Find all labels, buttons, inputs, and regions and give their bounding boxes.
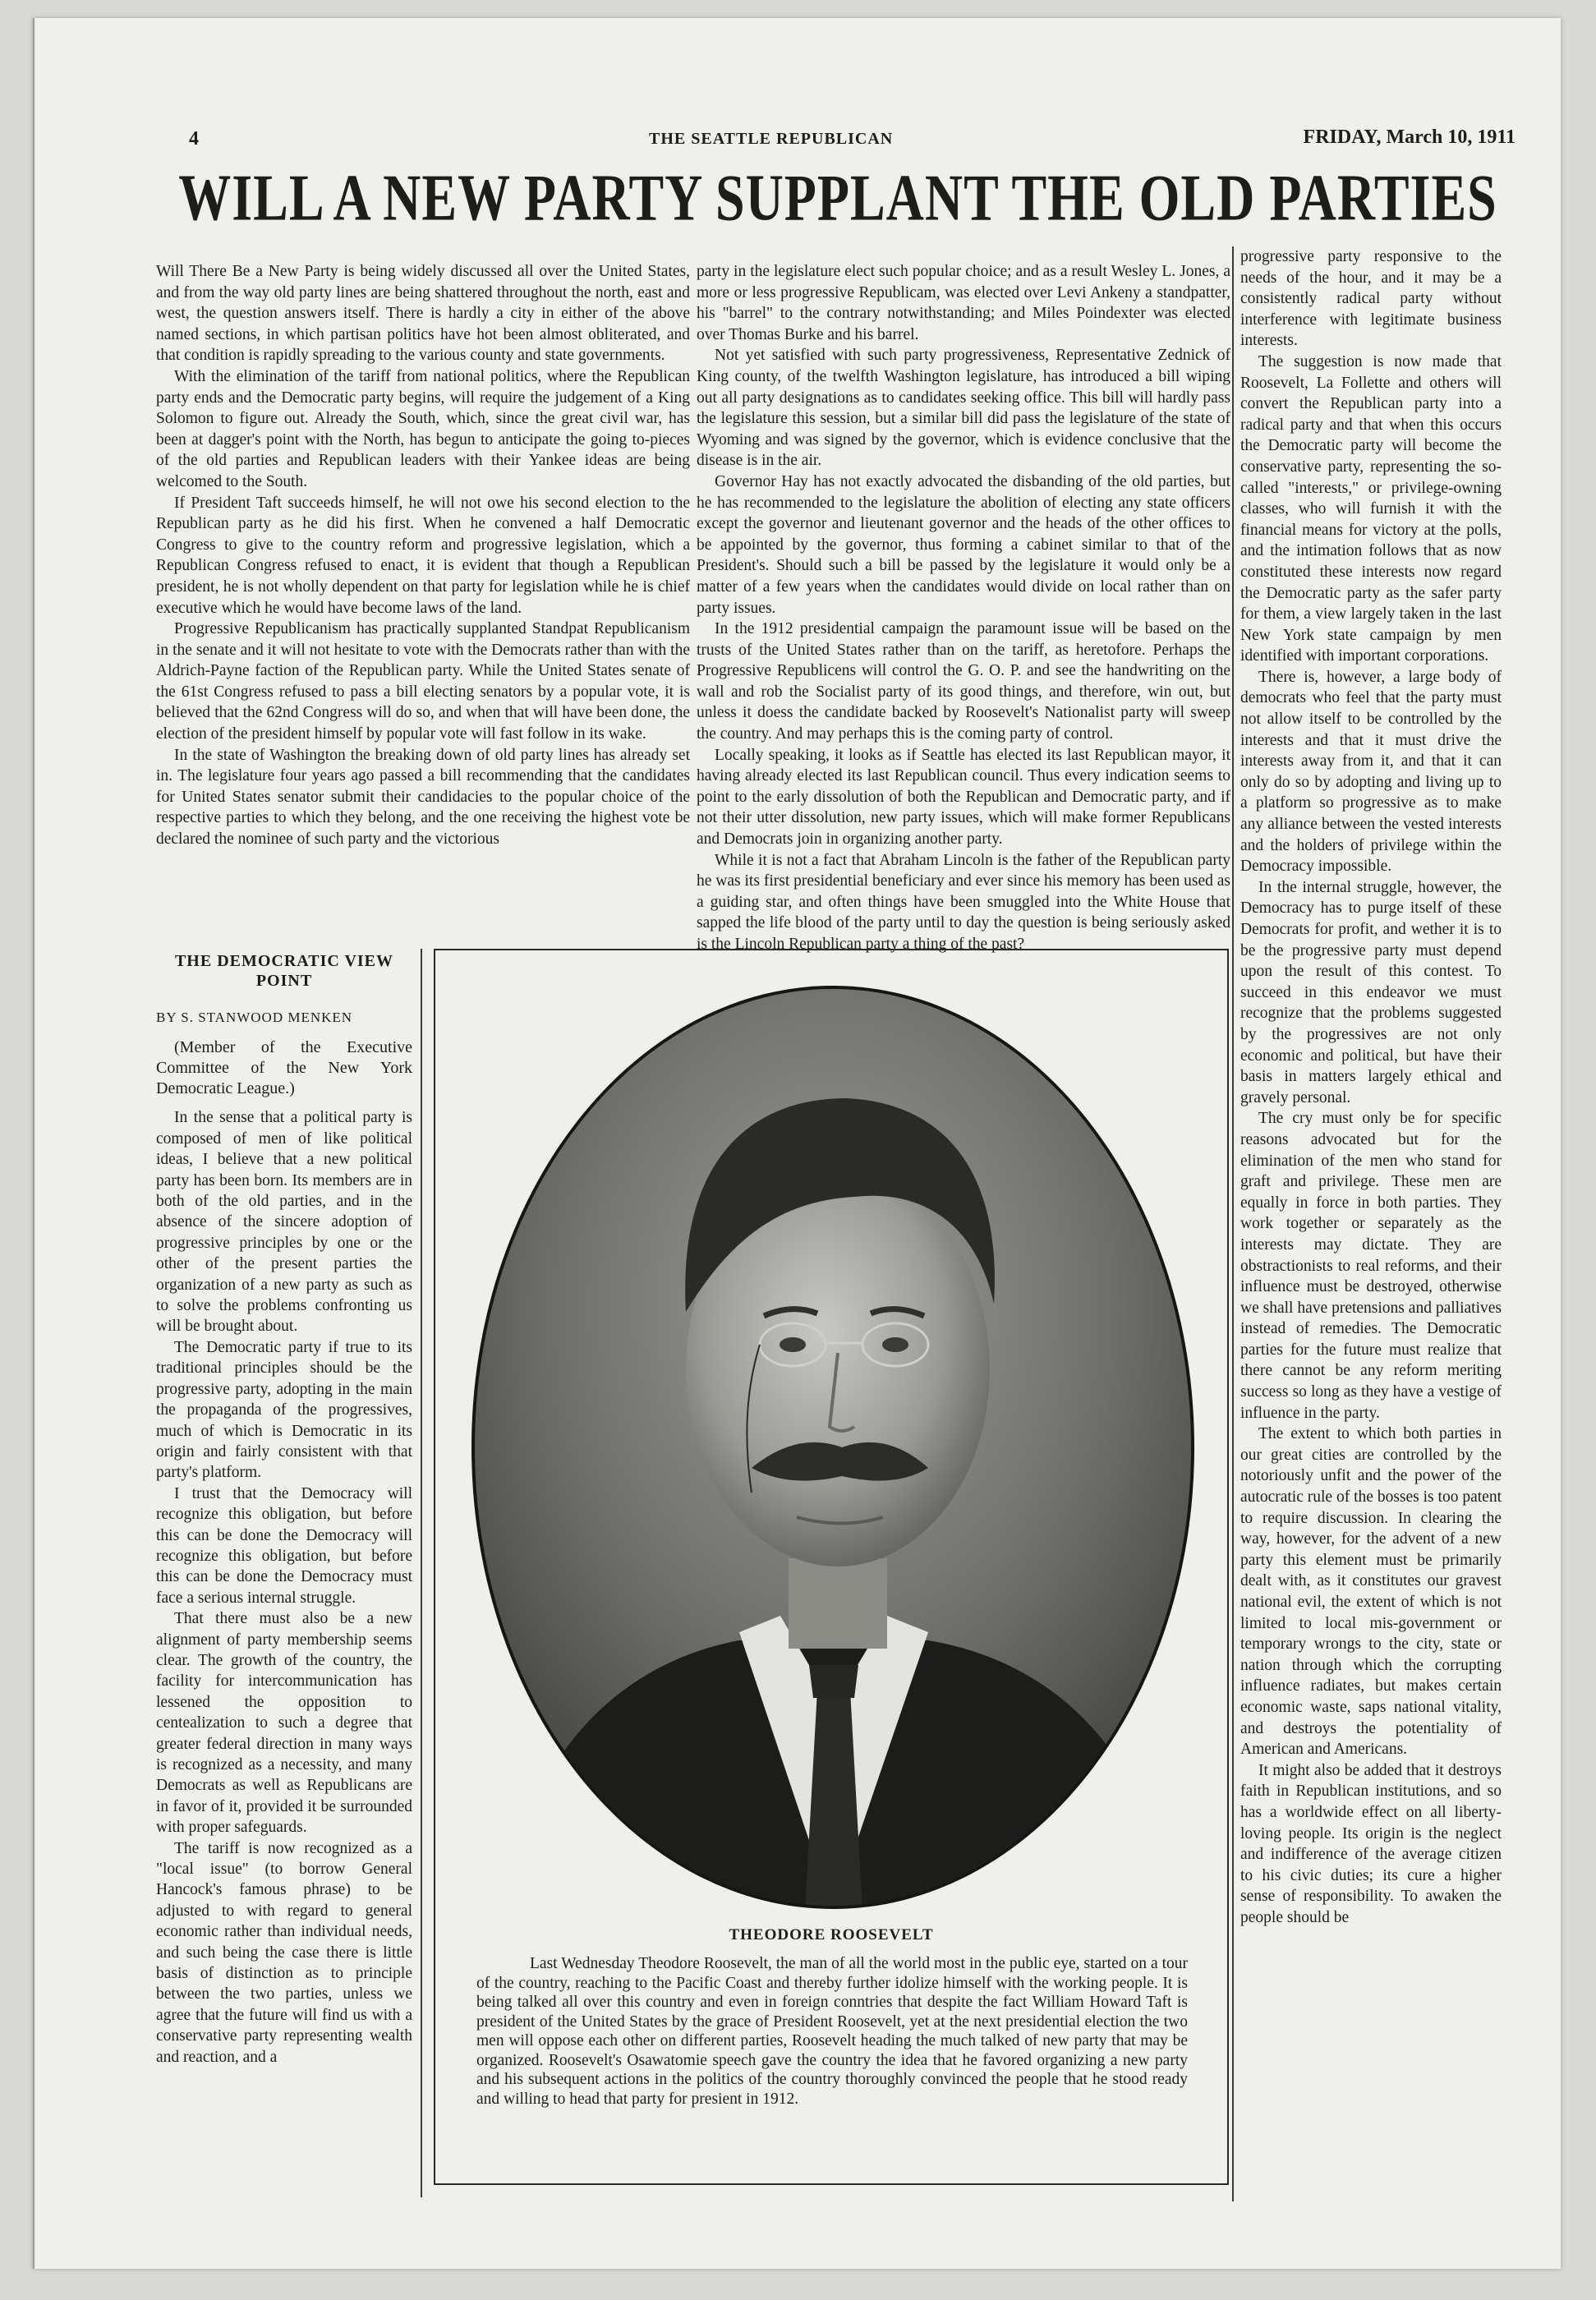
article-byline: BY S. STANWOOD MENKEN [156, 1010, 353, 1025]
page-edge [33, 18, 34, 2269]
column-rule-right [1232, 246, 1234, 2201]
article-paragraph: That there must also be a new alignment of party membership seems clear. The growth of the country, the facility for intercommunication has lessened the opposition to centealization to such a degree that greater federal direction in many ways is recognized as a necessity, and many Democrats as well as Republicans are in favor of it, provided it be surrounded with proper safeguards. [156, 1610, 412, 1837]
article-paragraph: With the elimination of the tariff from national politics, where the Republican party ends and the Democratic party begins, will require the judgement of a King Solomon to figure out. Already the South, which, since the great civil war, has been at dagger's point with the North, has begun to anticipate the going to-pieces of the old parties and Republican leaders with their Yankee ideas are being welcomed to the South. [156, 367, 690, 490]
article-paragraph: In the state of Washington the breaking down of old party lines has already set in. The legislature four years ago passed a bill recommending that the candidates for United States senator submit their candidacies to the popular choice of the respective parties to which they belong, and the one receiving the highest vote be declared the nominee of such party and the victorious [156, 746, 690, 849]
article-paragraph: Not yet satisfied with such party progressiveness, Representative Zednick of King county, of the twelfth Washington legislature, has introduced a bill wiping out all party designations as to candidates seeking office. This bill will hardly pass the legislature this session, but a similar bill did pass the legislature of the state of Wyoming and was signed by the governor, which is evidence conclusive that the disease is in the air. [697, 347, 1230, 470]
paper-name: THE SEATTLE REPUBLICAN [649, 130, 894, 148]
article-paragraph: Progressive Republicanism has practically supplanted Standpat Republicanism in the senate and it will not hesitate to vote with the Democrats rather than with the Aldrich-Payne faction of the Republican party. While the United States senate of the 61st Congress refused to pass a bill electing senators by a popular vote, it is believed that the 62nd Congress will do so, and when that will have been done, the election of the president himself by popular vote will fast follow in its wake. [156, 620, 690, 743]
article-column-right [1240, 246, 1502, 1929]
column-rule-left [421, 949, 422, 2197]
photo-caption [476, 1954, 1188, 2109]
article-paragraph: The tariff is now recognized as a "local issue" (to borrow General Hancock's famous phrase) to be adjusted to with regard to general economic rather than individual needs, and such being the case there is little basis of distinction as to principle between the two parties, unless we agree that the future will find us with a conservative party representing wealth and reaction, and a [156, 1839, 412, 2066]
article-paragraph: party in the legislature elect such popular choice; and as a result Wesley L. Jones, a more or less progressive Republicam, was elected over Levi Ankeny a standpatter, his "barrel" to the contrary notwithstanding; and Miles Poindexter was elected over Thomas Burke and his barrel. [697, 263, 1230, 343]
article-title: THE DEMOCRATIC VIEW POINT [174, 952, 394, 990]
article-paragraph: progressive party responsive to the needs of the hour, and it may be a consistently radical party without interference with legitimate business interests. [1240, 248, 1502, 350]
democratic-view-article [156, 951, 412, 2068]
article-paragraph: In the sense that a political party is composed of men of like political ideas, I believe that a new political party has been born. Its members are in both of the old parties, and in the absence of the sincere adoption of progressive principles by one or the other of the present parties the organization of a new party as such as to solve the problems confronting us will be brought about. [156, 1109, 412, 1336]
article-paragraph: If President Taft succeeds himself, he will not owe his second election to the Republican party as he did his first. When he convened a half Democratic Congress to give to the country reform and progressive legislation, which a Republican Congress refused to enact, it is evident that though a Republican president, he is not wholly dependent on that party for legislation while he is chief executive which he would have become laws of the land. [156, 494, 690, 617]
article-paragraph: While it is not a fact that Abraham Lincoln is the father of the Republican party he was its first presidential beneficiary and ever since his memory has been used as a guiding star, and often things have been smuggled into the White House that sapped the life blood of the party until to day the question is being seriously asked is the Lincoln Republican party a thing of the past? [697, 851, 1230, 953]
roosevelt-portrait [468, 983, 1198, 1911]
article-column-middle [697, 261, 1230, 955]
issue-date: FRIDAY, March 10, 1911 [1303, 126, 1516, 148]
article-paragraph: The Democratic party if true to its traditional principles should be the progressive party, adopting in the main the propaganda of the progressives, much of which is Democratic in its origin and fairly consistent with that party's platform. [156, 1338, 412, 1482]
photo-caption-title: THEODORE ROOSEVELT [729, 1926, 934, 1944]
article-paragraph: Locally speaking, it looks as if Seattle has elected its last Republican mayor, it having already elected its last Republican council. Thus every indication seems to point to the early dissolution of both the Republican and Democratic party, and if not their utter dissolution, new party issues, which will make former Republicans and Democrats join in organizing another party. [697, 746, 1230, 849]
article-paragraph: The extent to which both parties in our great cities are controlled by the notoriously unfit and the power of the autocratic rule of the bosses is too patent to require discussion. In clearing the way, however, for the advent of a new party this element must be primarily dealt with, as it constitutes our gravest national evil, the extent of which is not limited to local mis-government or temporary wrongs to the city, state or nation through which the corrupting influence radiates, but makes certain economic waste, saps national vitality, and destroys the potentiality of American and Americans. [1240, 1425, 1502, 1759]
article-column-left [156, 261, 690, 850]
photo-box [434, 949, 1229, 2185]
article-paragraph: It might also be added that it destroys faith in Republican institutions, and so has a worldwide effect on all liberty-loving people. Its origin is the neglect and indifference of the average citizen to his civic duties; its cure a higher sense of responsibility. To awaken the people should be [1240, 1761, 1502, 1926]
article-paragraph: I trust that the Democracy will recognize this obligation, but before this can be done the Democracy will recognize this obligation, but before this can be done the Democracy must face a serious internal struggle. [156, 1484, 412, 1607]
article-paragraph: In the internal struggle, however, the Democracy has to purge itself of these Democrats for profit, and wether it is to be the progressive party must depend upon the result of this contest. To succeed in this endeavor we must recognize that the problems suggested by the progressives are not only economic and political, but have their basis in matters largely ethical and gravely personal. [1240, 878, 1502, 1106]
caption-paragraph: Last Wednesday Theodore Roosevelt, the man of all the world most in the public eye, started on a tour of the country, reaching to the Pacific Coast and thereby further idolize himself with the working people. It is being talked all over this country and even in foreign conntries that despite the fact William Howard Taft is president of the United States by the grace of President Roosevelt, yet at the next presidential election the two men will oppose each other on different parties, Roosevelt heading the much talked of new party that may be organized. Roosevelt's Osawatomie speech gave the country the idea that he favored organizing a new party and his subsequent actions in the politics of the country thoroughly convinced the people that he stood ready and willing to head that party for presient in 1912. [476, 1955, 1188, 2108]
headline: WILL A NEW PARTY SUPPLANT THE OLD PARTIES [178, 161, 1497, 234]
article-paragraph: The suggestion is now made that Roosevelt, La Follette and others will convert the Republican party into a radical party and that when this occurs the Democratic party will become the conservative party, representing the so-called "interests," or privilege-owning classes, who will furnish it with the financial means for victory at the polls, and the intimation follows that as now constituted these interests now regard the Democratic party as the safer party for them, a view largely taken in the last New York state campaign by men identified with important corporations. [1240, 352, 1502, 665]
article-paragraph: The cry must only be for specific reasons advocated but for the elimination of the men who stand for graft and privilege. These men are equally in force in both parties. They work together or separately as the interests may dictate. They are obstractionists to real reforms, and their influence must be destroyed, otherwise we shall have pretensions and palliatives instead of remedies. The Democratic parties for the future must realize that there cannot be any reform meriting success so long as they have a vestige of influence in the party. [1240, 1110, 1502, 1422]
article-paragraph: Governor Hay has not exactly advocated the disbanding of the old parties, but he has recommended to the legislature the abolition of electing any state officers except the governor and lieutenant governor and the heads of the other offices to be appointed by the governor, thus forming a cabinet similar to that of the President's. Should such a bill be passed by the legislature it would only be a matter of a few years when the candidates would divide on local rather than on party issues. [697, 472, 1230, 617]
article-paragraph: In the 1912 presidential campaign the paramount issue will be based on the trusts of the United States rather than on the tariff, as heretofore. Perhaps the Progressive Republicens will control the G. O. P. and see the handwriting on the wall and rob the Socialist party of its good things, and therefore, win out, but unless it doess the candidate backed by Roosevelt's Nationalist party will sweep the country. And may perhaps this is the coming party of control. [697, 620, 1230, 743]
article-paragraph: Will There Be a New Party is being widely discussed all over the United States, and from the way old party lines are being shattered throughout the north, east and west, the question answers itself. There is hardly a city in either of the above named sections, in which partisan politics have hot been almost obliterated, and that condition is rapidly spreading to the various county and state governments. [156, 263, 690, 365]
page-number: 4 [189, 128, 199, 150]
article-paragraph: There is, however, a large body of democrats who feel that the party must not allow itself to be controlled by the interests and that it must drive the interests away from it, and that it can only do so by adopting and living up to a platform so progressive as to make any alliance between the vested interests and the holders of privilege within the Democracy impossible. [1240, 668, 1502, 876]
masthead [156, 123, 1516, 156]
author-note: (Member of the Executive Committee of the New York Democratic League.) [156, 1038, 412, 1098]
